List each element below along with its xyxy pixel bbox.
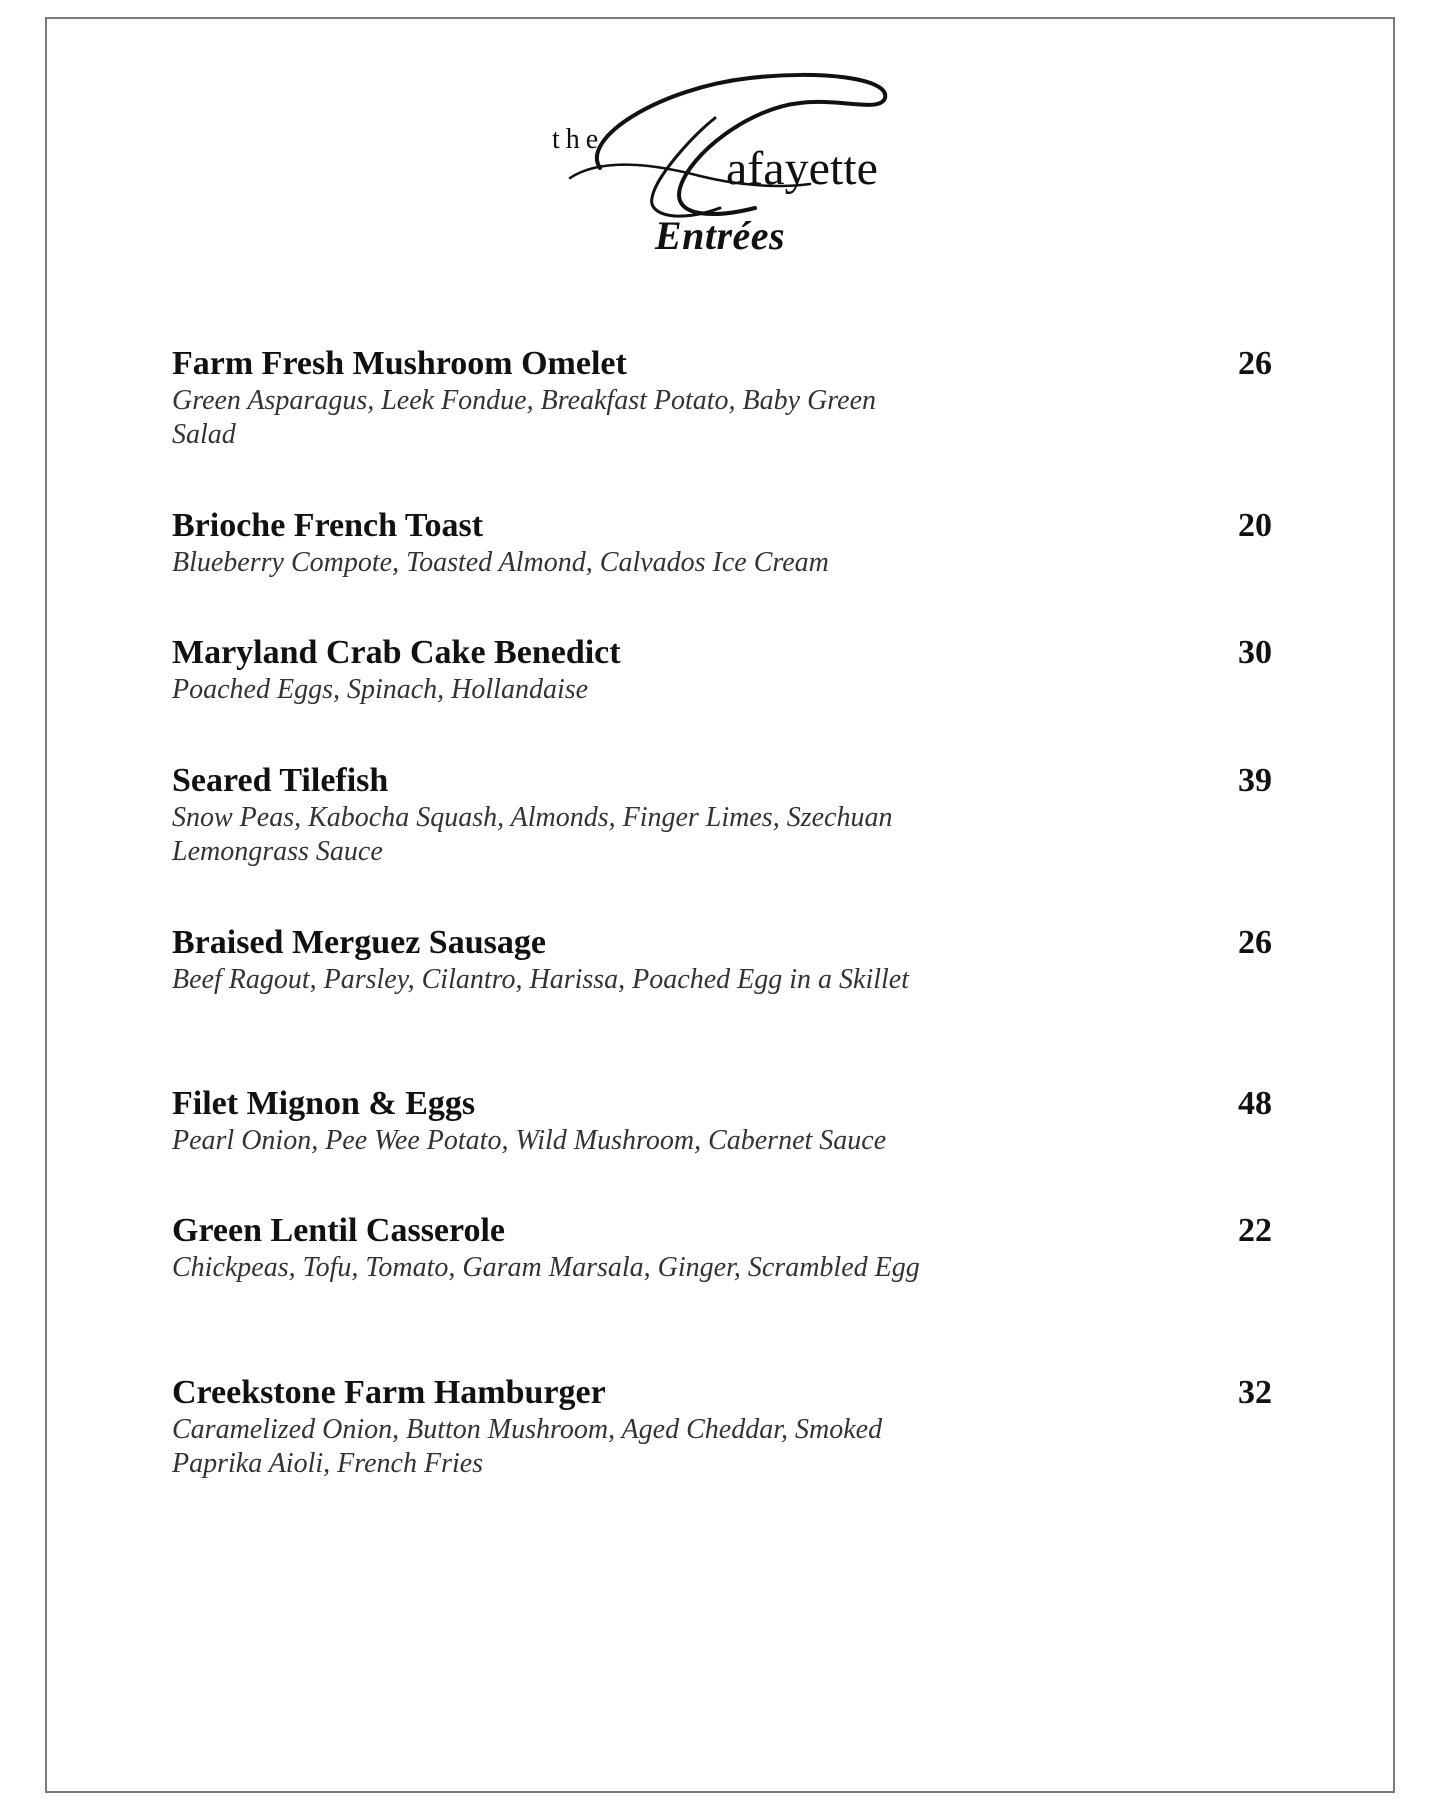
menu-item: [172, 923, 1272, 1084]
item-description: Green Asparagus, Leek Fondue, Breakfast Potato, Baby Green Salad: [172, 385, 877, 450]
menu-item: [172, 761, 1272, 923]
item-price: 22: [1238, 1212, 1272, 1249]
logo-graphic: [540, 58, 920, 228]
item-description: Blueberry Compote, Toasted Almond, Calvados Ice Cream: [172, 547, 829, 578]
item-price: 30: [1238, 634, 1272, 671]
item-description: Chickpeas, Tofu, Tomato, Garam Marsala, Ginger, Scrambled Egg: [172, 1252, 920, 1283]
item-name: Braised Merguez Sausage: [172, 924, 546, 961]
restaurant-logo: [540, 58, 920, 228]
item-description: Snow Peas, Kabocha Squash, Almonds, Finger Limes, Szechuan Lemongrass Sauce: [172, 802, 893, 867]
item-price: 20: [1238, 507, 1272, 544]
item-name: Green Lentil Casserole: [172, 1212, 506, 1249]
item-price: 48: [1238, 1085, 1272, 1122]
menu-item: [172, 344, 1272, 506]
item-price: 39: [1238, 762, 1272, 799]
item-name: Seared Tilefish: [172, 762, 389, 799]
menu-item: [172, 1211, 1272, 1373]
item-name: Creekstone Farm Hamburger: [172, 1374, 606, 1411]
item-name: Brioche French Toast: [172, 507, 484, 544]
item-description: Beef Ragout, Parsley, Cilantro, Harissa, Poached Egg in a Skillet: [172, 964, 909, 995]
section-title: Entrées: [654, 213, 786, 258]
menu-list: [172, 344, 1272, 1513]
item-name: Filet Mignon & Eggs: [172, 1085, 476, 1122]
item-name: Maryland Crab Cake Benedict: [172, 634, 621, 671]
logo-lafayette-text: afayette: [726, 142, 878, 195]
item-name: Farm Fresh Mushroom Omelet: [172, 345, 627, 382]
menu-item: [172, 633, 1272, 761]
item-description: Pearl Onion, Pee Wee Potato, Wild Mushroom, Cabernet Sauce: [172, 1125, 887, 1156]
menu-item: [172, 1084, 1272, 1211]
item-description: Poached Eggs, Spinach, Hollandaise: [172, 674, 589, 705]
logo-the-text: the: [552, 124, 605, 155]
item-price: 26: [1238, 924, 1272, 961]
item-price: 32: [1238, 1374, 1272, 1411]
menu-item: [172, 1373, 1272, 1513]
menu-item: [172, 506, 1272, 633]
item-description: Caramelized Onion, Button Mushroom, Aged Cheddar, Smoked Paprika Aioli, French Fries: [172, 1414, 883, 1479]
item-price: 26: [1238, 345, 1272, 382]
